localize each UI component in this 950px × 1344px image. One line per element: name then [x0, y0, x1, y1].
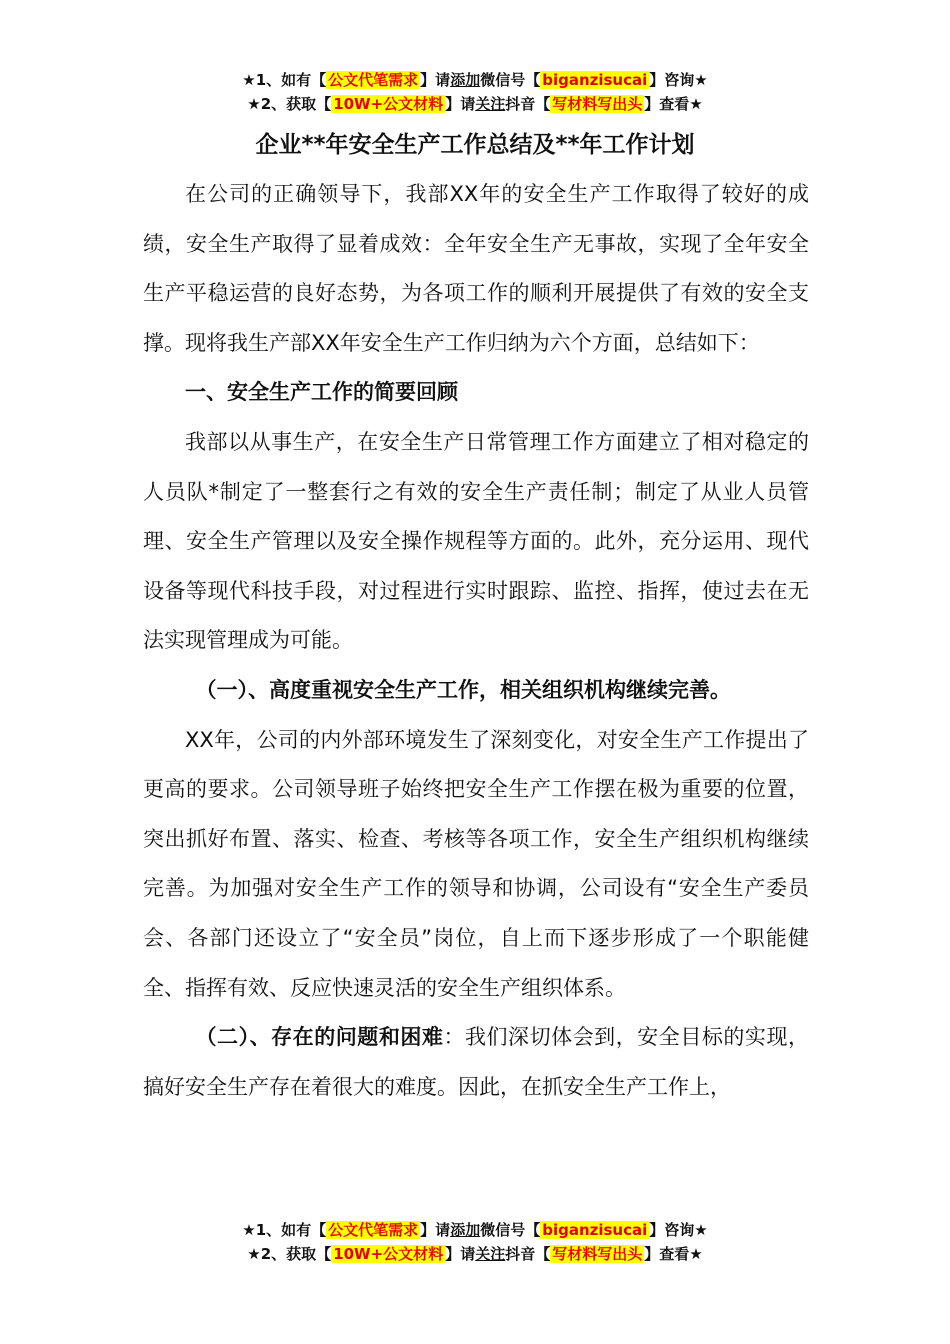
banner-highlight: 10W+公文材料	[333, 95, 444, 113]
banner-underlined: 关注	[475, 1245, 506, 1263]
subsection-paragraph: XX年，公司的内外部环境发生了深刻变化，对安全生产工作提出了更高的要求。公司领导班子始终把安全生产工作摆在极为重要的位置，突出抓好布置、落实、检查、考核等各项工作，安全生产组织机构继续完善。为加强对安全生产工作的领导和协调，公司设有“安全生产委员会、各部门还设立了“安全员”岗位，自上而下逐步形成了一个职能健全、指挥有效、反应快速灵活的安全生产组织体系。	[143, 727, 809, 1000]
banner-text: 抖音【	[505, 1245, 551, 1263]
banner-highlight: 公文代笔需求	[328, 1221, 419, 1239]
banner-text: ★1、如有【	[242, 71, 327, 89]
banner-highlight: 10W+公文材料	[333, 1245, 444, 1263]
subsection-text: ：我们深切体会到，安全目标的实现，搞好安全生产存在着很大的难度。因此，在抓安全生产工作上，	[143, 1025, 810, 1099]
banner-underlined: 添加	[450, 71, 481, 89]
banner-line-2	[0, 92, 950, 116]
banner-text: 微信号【	[480, 1221, 541, 1239]
banner-text: 】查看★	[644, 1245, 703, 1263]
banner-highlight: 写材料写出头	[552, 95, 643, 113]
banner-text: 微信号【	[480, 71, 541, 89]
bottom-banner	[0, 1218, 950, 1266]
banner-text: 】请	[445, 95, 476, 113]
top-banner	[0, 68, 950, 116]
banner-text: 】查看★	[644, 95, 703, 113]
intro-paragraph: 在公司的正确领导下，我部XX年的安全生产工作取得了较好的成绩，安全生产取得了显着成效：全年安全生产无事故，实现了全年安全生产平稳运营的良好态势，为各项工作的顺利开展提供了有效的安全支撑。现将我生产部XX年安全生产工作归纳为六个方面，总结如下：	[143, 182, 809, 355]
document-title: 企业**年安全生产工作总结及**年工作计划	[255, 132, 695, 158]
banner-highlight: 写材料写出头	[552, 1245, 643, 1263]
banner-line-1	[0, 68, 950, 92]
section-paragraph: 我部以从事生产，在安全生产日常管理工作方面建立了相对稳定的人员队*制定了一整套行之有效的安全生产责任制；制定了从业人员管理、安全生产管理以及安全操作规程等方面的。此外，充分运用、现代设备等现代科技手段，对过程进行实时跟踪、监控、指挥，使过去在无法实现管理成为可能。	[143, 429, 809, 653]
section-heading: 一、安全生产工作的简要回顾	[185, 380, 458, 405]
banner-line-2	[0, 1242, 950, 1266]
banner-text: ★2、获取【	[247, 95, 332, 113]
banner-text: 】请	[420, 1221, 451, 1239]
banner-highlight: biganzisucai	[542, 71, 648, 89]
banner-underlined: 添加	[450, 1221, 481, 1239]
document-body	[143, 170, 809, 1112]
banner-highlight: biganzisucai	[542, 1221, 648, 1239]
subsection-paragraph	[143, 1013, 809, 1112]
banner-text: 抖音【	[505, 95, 551, 113]
subsection-heading: （二）、存在的问题和困难	[195, 1025, 444, 1050]
banner-text: ★1、如有【	[242, 1221, 327, 1239]
banner-text: 】咨询★	[649, 1221, 708, 1239]
banner-text: 】咨询★	[649, 71, 708, 89]
banner-line-1	[0, 1218, 950, 1242]
subsection-heading: （一）、高度重视安全生产工作，相关组织机构继续完善。	[195, 677, 731, 702]
banner-text: ★2、获取【	[247, 1245, 332, 1263]
banner-highlight: 公文代笔需求	[328, 71, 419, 89]
banner-text: 】请	[420, 71, 451, 89]
banner-underlined: 关注	[475, 95, 506, 113]
banner-text: 】请	[445, 1245, 476, 1263]
